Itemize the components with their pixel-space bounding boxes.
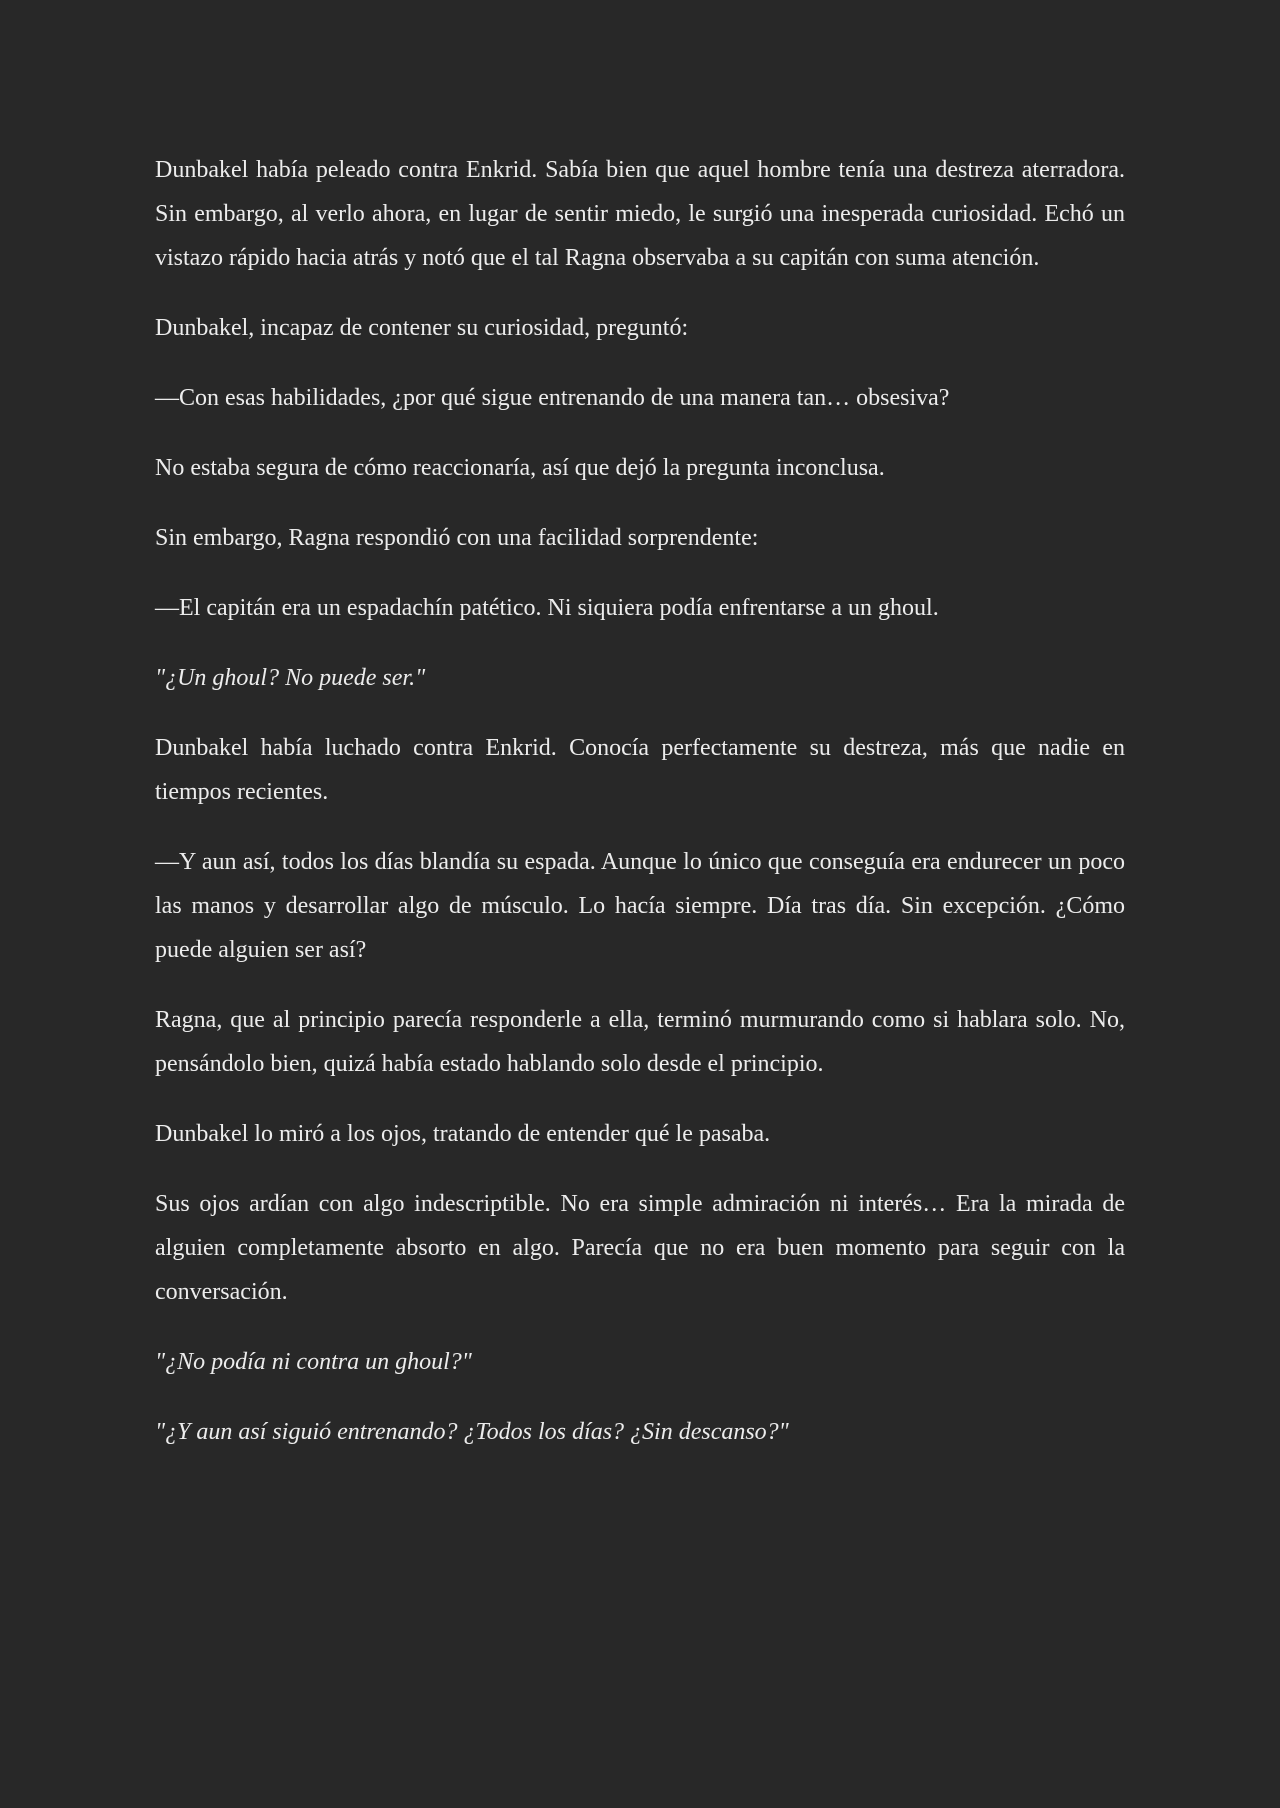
paragraph-narration: Dunbakel lo miró a los ojos, tratando de entender qué le pasaba. [155, 1121, 771, 1147]
chapter-text [155, 148, 1125, 1454]
paragraph-narration: Dunbakel había peleado contra Enkrid. Sabía bien que aquel hombre tenía una destreza aterradora. Sin embargo, al verlo ahora, en lugar de sentir miedo, le surgió una inesperada curiosidad. Echó un vistazo rápido hacia atrás y notó que el tal Ragna observaba a su capitán con suma atención. [155, 157, 1125, 271]
paragraph-dialogue: —Con esas habilidades, ¿por qué sigue entrenando de una manera tan… obsesiva? [155, 385, 950, 411]
paragraph-narration: Sin embargo, Ragna respondió con una facilidad sorprendente: [155, 525, 759, 551]
paragraph-narration: Dunbakel, incapaz de contener su curiosidad, preguntó: [155, 315, 689, 341]
paragraph-dialogue: —Y aun así, todos los días blandía su espada. Aunque lo único que conseguía era endurecer un poco las manos y desarrollar algo de músculo. Lo hacía siempre. Día tras día. Sin excepción. ¿Cómo puede alguien ser así? [155, 849, 1125, 963]
paragraph-thought: "¿Y aun así siguió entrenando? ¿Todos los días? ¿Sin descanso?" [155, 1419, 789, 1445]
paragraph-thought: "¿No podía ni contra un ghoul?" [155, 1349, 472, 1375]
paragraph-narration: Dunbakel había luchado contra Enkrid. Conocía perfectamente su destreza, más que nadie en tiempos recientes. [155, 735, 1125, 805]
paragraph-thought: "¿Un ghoul? No puede ser." [155, 665, 426, 691]
paragraph-dialogue: —El capitán era un espadachín patético. Ni siquiera podía enfrentarse a un ghoul. [155, 595, 939, 621]
paragraph-narration: Sus ojos ardían con algo indescriptible. No era simple admiración ni interés… Era la mirada de alguien completamente absorto en algo. Parecía que no era buen momento para seguir con la conversación. [155, 1191, 1125, 1305]
paragraph-narration: Ragna, que al principio parecía responderle a ella, terminó murmurando como si hablara solo. No, pensándolo bien, quizá había estado hablando solo desde el principio. [155, 1007, 1125, 1077]
paragraph-narration: No estaba segura de cómo reaccionaría, así que dejó la pregunta inconclusa. [155, 455, 885, 481]
